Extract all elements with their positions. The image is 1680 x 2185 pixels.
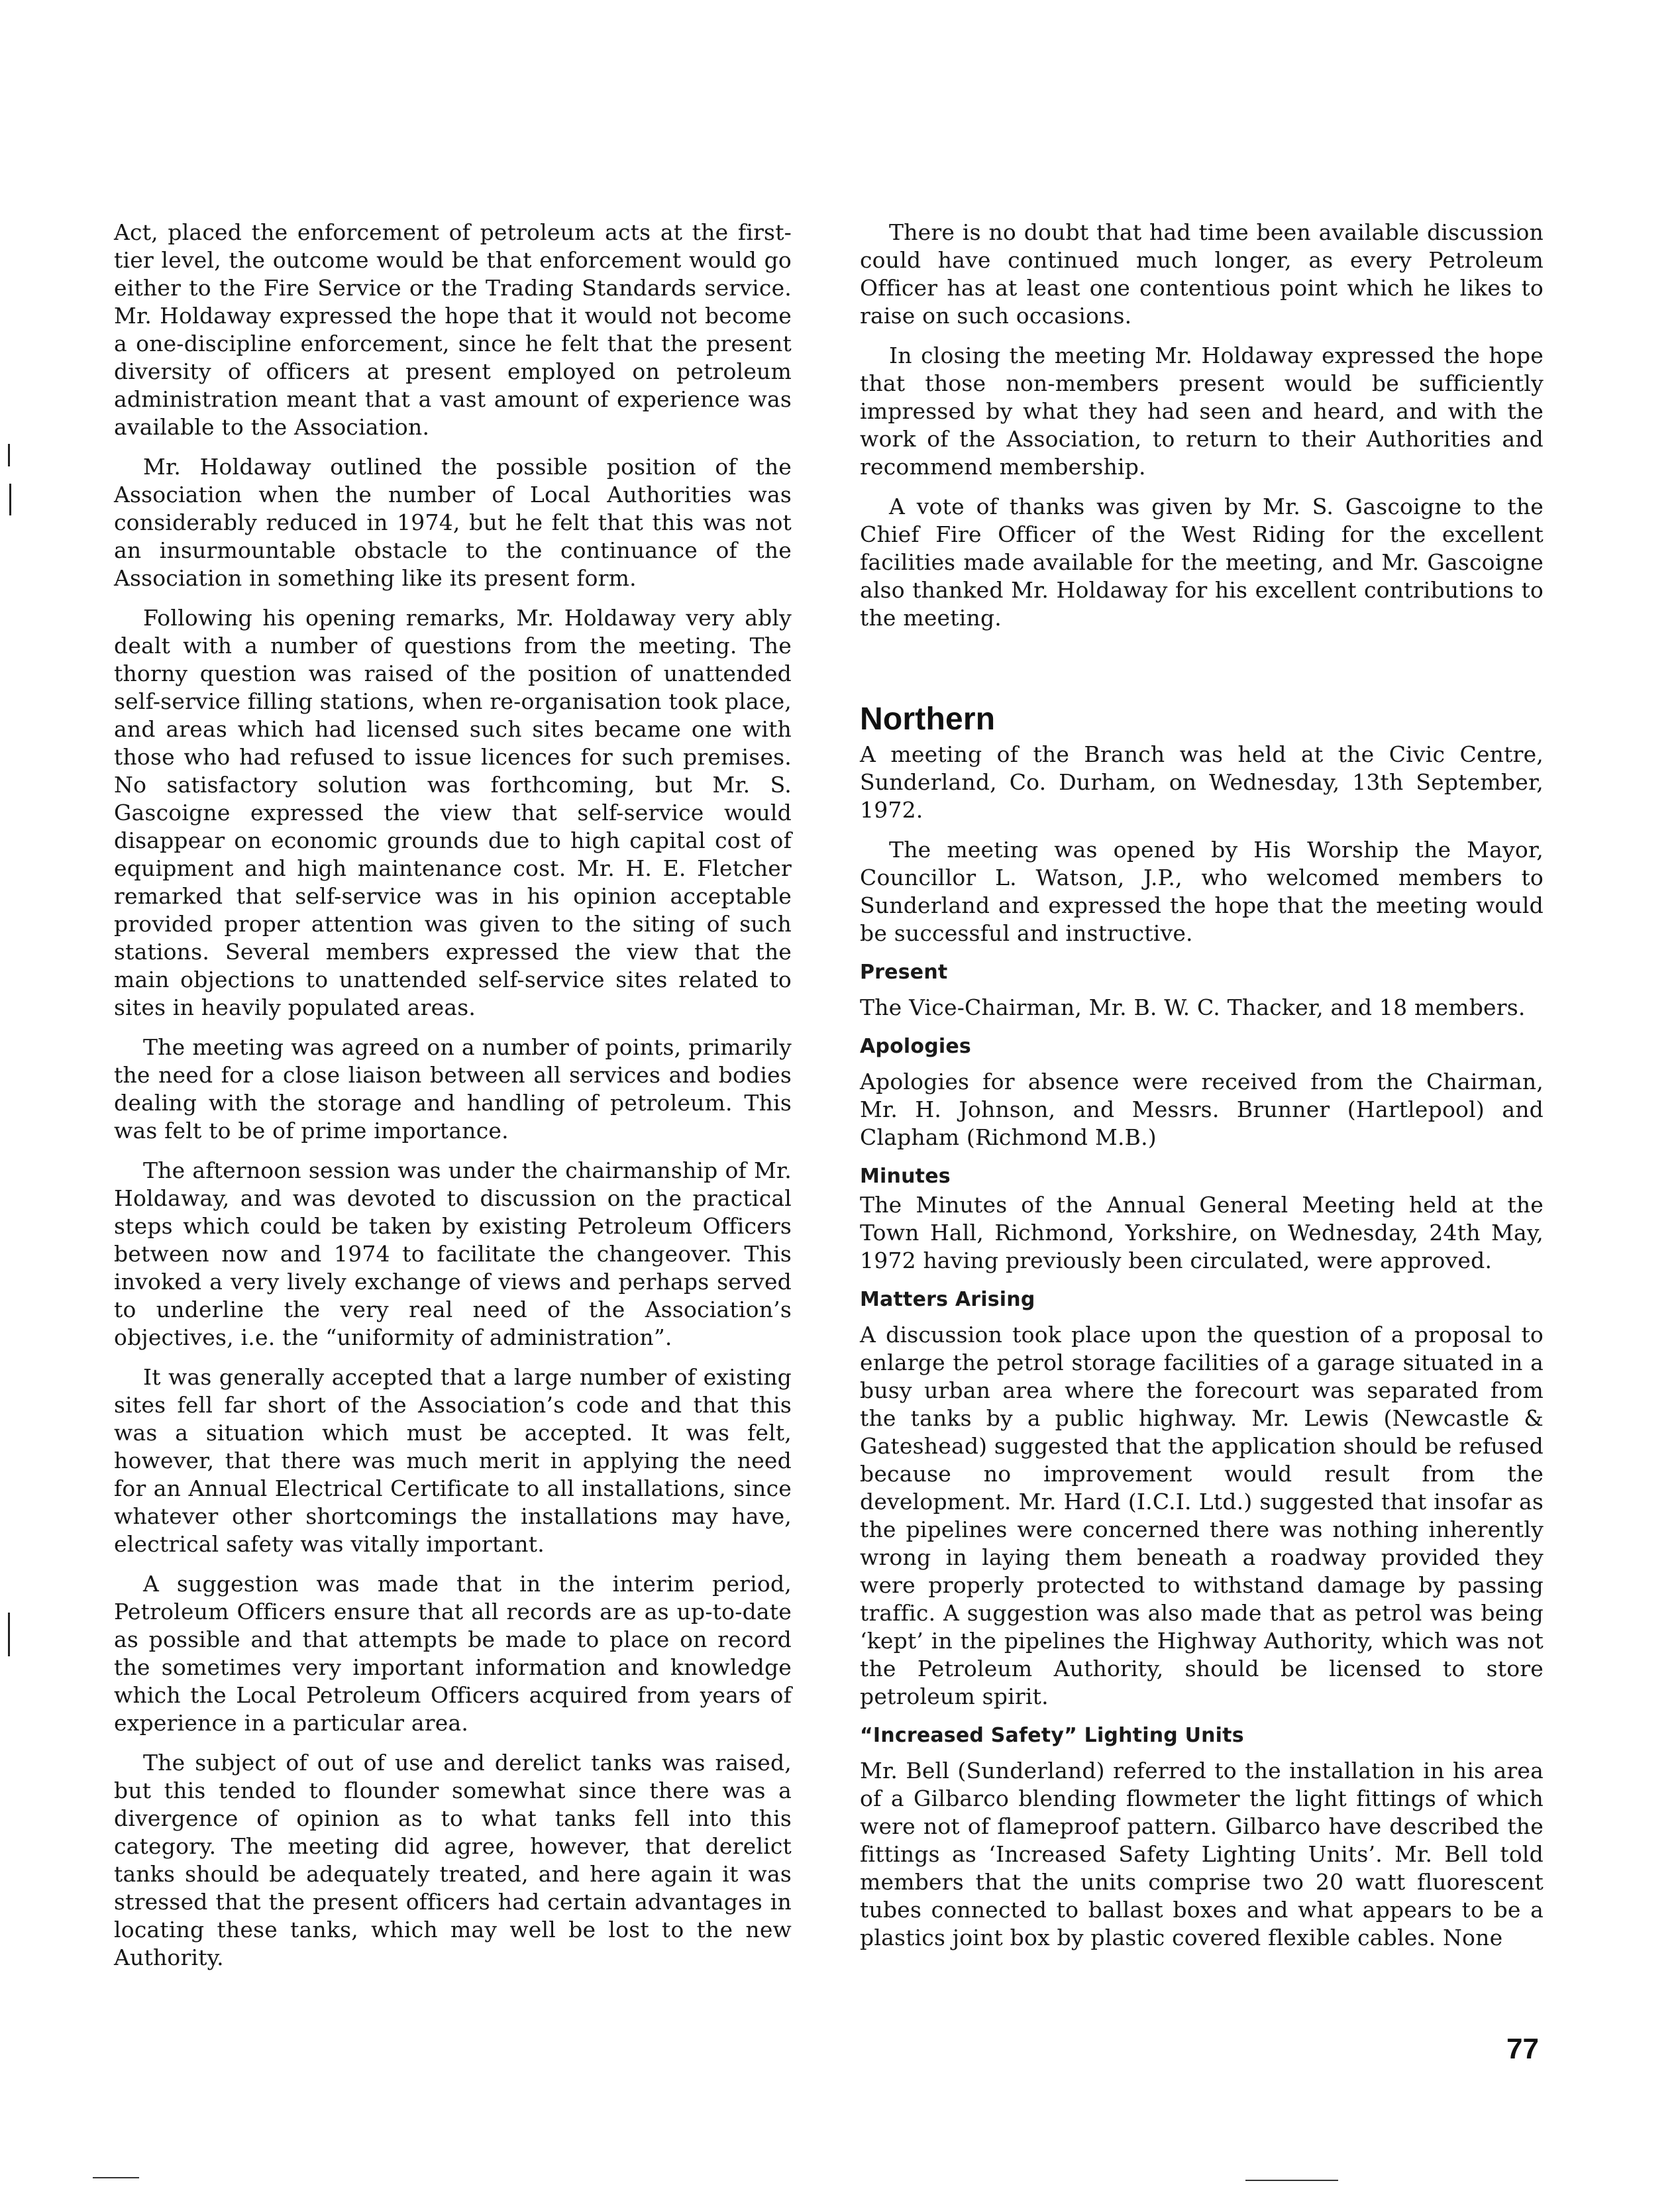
subheading-apologies: Apologies bbox=[860, 1035, 971, 1058]
left-paragraph: A suggestion was made that in the interim period, Petroleum Officers ensure that all records are as up-to-date as possible and that attempts be made to place on record the sometimes very important information and knowledge which the Local Petroleum Officers acquired from years of experience in a particular area. bbox=[114, 1571, 792, 1736]
matters-arising-text: A discussion took place upon the question of a proposal to enlarge the petrol storage facilities of a garage situated in a busy urban area where the forecourt was separated from the tanks by a public highway. Mr. Lewis (Newcastle & Gateshead) suggested that the application should be refused because no improvement would result from the development. Mr. Hard (I.C.I. Ltd.) suggested that insofar as the pipelines were concerned there was nothing inherently wrong in laying them beneath a roadway provided they were properly protected to withstand damage by passing traffic. A suggestion was also made that as petrol was being ‘kept’ in the pipelines the Highway Authority, which was not the Petroleum Authority, should be licensed to store petroleum spirit. bbox=[860, 1322, 1544, 1709]
left-paragraph: The afternoon session was under the chairmanship of Mr. Holdaway, and was devoted to discussion on the practical steps which could be taken by existing Petroleum Officers between now and 1974 to facilitate the changeover. This invoked a very lively exchange of views and perhaps served to underline the very real need of the Association’s objectives, i.e. the “uniformity of administration”. bbox=[114, 1157, 792, 1350]
subheading-present: Present bbox=[860, 961, 948, 984]
left-paragraph: Following his opening remarks, Mr. Holdaway very ably dealt with a number of questions from the meeting. The thorny question was raised of the position of unattended self-service filling stations, when re-organisation took place, and areas which had licensed such sites became one with those who had refused to issue licences for such premises. No satisfactory solution was forthcoming, but Mr. S. Gascoigne expressed the view that self-service would disappear on economic grounds due to high capital cost of equipment and high maintenance cost. Mr. H. E. Fletcher remarked that self-service was in his opinion acceptable provided proper attention was given to the siting of such stations. Several members expressed the view that the main objections to unattended self-service sites related to sites in heavily populated areas. bbox=[114, 605, 792, 1020]
right-paragraph: In closing the meeting Mr. Holdaway expressed the hope that those non-members present would be sufficiently impressed by what they had seen and heard, and with the work of the Association, to return to their Authorities and recommend membership. bbox=[860, 343, 1544, 480]
apologies-text: Apologies for absence were received from the Chairman, Mr. H. Johnson, and Messrs. Brunner (Hartlepool) and Clapham (Richmond M.B.) bbox=[860, 1069, 1544, 1150]
margin-mark-lower bbox=[8, 1613, 10, 1656]
subheading-increased-safety: “Increased Safety” Lighting Units bbox=[860, 1724, 1244, 1747]
left-paragraph: Act, placed the enforcement of petroleum acts at the first-tier level, the outcome would be that enforcement would go either to the Fire Service or the Trading Standards service. Mr. Holdaway expressed the hope that it would not become a one-discipline enforcement, since he felt that the present diversity of officers at present employed on petroleum administration meant that a vast amount of experience was available to the Association. bbox=[114, 219, 792, 440]
margin-mark-middle bbox=[9, 484, 11, 515]
subheading-minutes: Minutes bbox=[860, 1165, 951, 1188]
margin-mark-top bbox=[8, 444, 10, 466]
footer-rule-right bbox=[1245, 2180, 1338, 2181]
present-text: The Vice-Chairman, Mr. B. W. C. Thacker, and 18 members. bbox=[860, 994, 1526, 1020]
left-column bbox=[114, 219, 792, 1984]
left-paragraph: The meeting was agreed on a number of points, primarily the need for a close liaison between all services and bodies dealing with the storage and handling of petroleum. This was felt to be of prime importance. bbox=[114, 1034, 792, 1144]
northern-intro-paragraph: A meeting of the Branch was held at the Civic Centre, Sunderland, Co. Durham, on Wednesday, 13th September, 1972. bbox=[860, 741, 1544, 823]
section-gap bbox=[860, 644, 1544, 701]
increased-safety-text: Mr. Bell (Sunderland) referred to the installation in his area of a Gilbarco blending flowmeter the light fittings of which were not of flameproof pattern. Gilbarco have described the fittings as ‘Increased Safety Lighting Units’. Mr. Bell told members that the units comprise two 20 watt fluorescent tubes connected to ballast boxes and what appears to be a plastics joint box by plastic covered flexible cables. None bbox=[860, 1758, 1544, 1950]
left-paragraph: Mr. Holdaway outlined the possible position of the Association when the number of Local Authorities was considerably reduced in 1974, but he felt that this was not an insurmountable obstacle to the continuance of the Association in something like its present form. bbox=[114, 454, 792, 591]
left-paragraph: The subject of out of use and derelict tanks was raised, but this tended to flounder somewhat since there was a divergence of opinion as to what tanks fell into this category. The meeting did agree, however, that derelict tanks should be adequately treated, and here again it was stressed that the present officers had certain advantages in locating these tanks, which may well be lost to the new Authority. bbox=[114, 1750, 792, 1970]
right-column bbox=[860, 219, 1544, 1964]
page-number: 77 bbox=[1506, 2033, 1539, 2065]
right-paragraph: A vote of thanks was given by Mr. S. Gascoigne to the Chief Fire Officer of the West Riding for the excellent facilities made available for the meeting, and Mr. Gascoigne also thanked Mr. Holdaway for his excellent contributions to the meeting. bbox=[860, 494, 1544, 631]
right-paragraph: There is no doubt that had time been available discussion could have continued much longer, as every Petroleum Officer has at least one contentious point which he likes to raise on such occasions. bbox=[860, 219, 1544, 329]
section-title-northern: Northern bbox=[860, 702, 996, 737]
northern-intro-paragraph: The meeting was opened by His Worship the Mayor, Councillor L. Watson, J.P., who welcomed members to Sunderland and expressed the hope that the meeting would be successful and instructive. bbox=[860, 837, 1544, 946]
minutes-text: The Minutes of the Annual General Meeting held at the Town Hall, Richmond, Yorkshire, on Wednesday, 24th May, 1972 having previously been circulated, were approved. bbox=[860, 1192, 1544, 1273]
left-paragraph: It was generally accepted that a large number of existing sites fell far short of the Association’s code and that this was a situation which must be accepted. It was felt, however, that there was much merit in applying the need for an Annual Electrical Certificate to all installations, since whatever other shortcomings the installations may have, electrical safety was vitally important. bbox=[114, 1364, 792, 1557]
subheading-matters-arising: Matters Arising bbox=[860, 1288, 1035, 1311]
footer-rule-left bbox=[93, 2177, 139, 2178]
